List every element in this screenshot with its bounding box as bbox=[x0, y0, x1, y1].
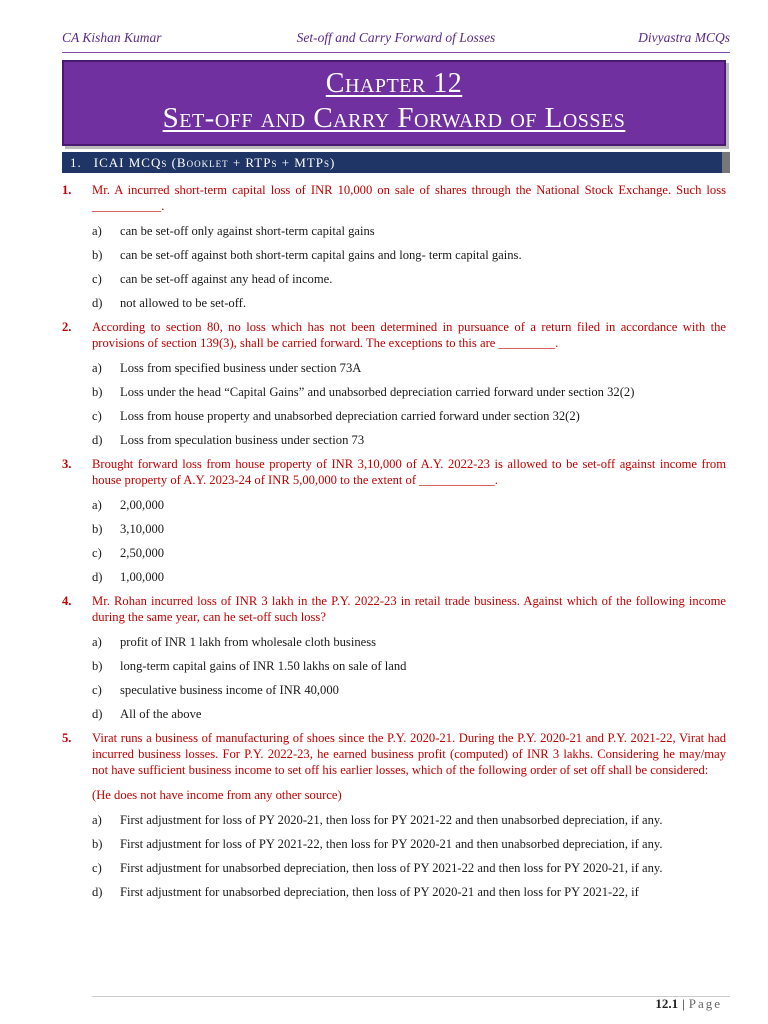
question-body: Mr. Rohan incurred loss of INR 3 lakh in the P.Y. 2022-23 in retail trade business. Against which of the following income during the same year, can he set-off such loss? bbox=[92, 594, 726, 624]
chapter-number: Chapter 12 bbox=[325, 68, 463, 99]
option-text: can be set-off only against short-term capital gains bbox=[120, 224, 375, 238]
option-text: can be set-off against both short-term capital gains and long- term capital gains. bbox=[120, 248, 522, 262]
answer-option bbox=[62, 295, 726, 311]
footer-divider bbox=[92, 996, 730, 997]
option-text: long-term capital gains of INR 1.50 lakhs on sale of land bbox=[120, 659, 407, 673]
option-text: 2,00,000 bbox=[120, 498, 165, 512]
option-text: All of the above bbox=[120, 707, 202, 721]
answer-option bbox=[62, 860, 726, 876]
option-label: a) bbox=[92, 813, 102, 827]
answer-option bbox=[62, 884, 726, 900]
option-text: Loss from specified business under section 73A bbox=[120, 361, 362, 375]
option-text: speculative business income of INR 40,000 bbox=[120, 683, 339, 697]
option-text: First adjustment for unabsorbed depreciation, then loss of PY 2021-22 and then loss for PY 2020-21, if any. bbox=[120, 861, 663, 875]
header-author: CA Kishan Kumar bbox=[62, 30, 162, 45]
option-label: b) bbox=[92, 522, 103, 536]
option-text: 3,10,000 bbox=[120, 522, 165, 536]
option-label: c) bbox=[92, 409, 102, 423]
answer-option bbox=[62, 432, 726, 448]
option-label: b) bbox=[92, 837, 103, 851]
question-number: 1. bbox=[62, 183, 72, 197]
option-text: Loss from speculation business under section 73 bbox=[120, 433, 365, 447]
answer-option bbox=[62, 706, 726, 722]
option-text: Loss under the head “Capital Gains” and unabsorbed depreciation carried forward under section 32(2) bbox=[120, 385, 635, 399]
option-label: d) bbox=[92, 433, 103, 447]
question-body: According to section 80, no loss which has not been determined in pursuance of a return filed in accordance with the provisions of section 139(3), shall be carried forward. The exceptions to this are _________. bbox=[92, 320, 726, 350]
option-text: profit of INR 1 lakh from wholesale cloth business bbox=[120, 635, 377, 649]
option-text: not allowed to be set-off. bbox=[120, 296, 247, 310]
answer-option bbox=[62, 682, 726, 698]
question-body: Brought forward loss from house property of INR 3,10,000 of A.Y. 2022-23 is allowed to be set-off against income from house property of A.Y. 2023-24 of INR 5,00,000 to the extent of ____________. bbox=[92, 457, 726, 487]
option-label: c) bbox=[92, 272, 102, 286]
answer-option bbox=[62, 658, 726, 674]
option-text: First adjustment for unabsorbed depreciation, then loss of PY 2020-21 and then loss for PY 2021-22, if bbox=[120, 885, 639, 899]
question-body: Mr. A incurred short-term capital loss of INR 10,000 on sale of shares through the National Stock Exchange. Such loss ___________. bbox=[92, 183, 726, 213]
option-label: d) bbox=[92, 296, 103, 310]
question-number: 3. bbox=[62, 457, 72, 471]
header-divider bbox=[62, 52, 730, 53]
option-text: 1,00,000 bbox=[120, 570, 165, 584]
answer-option bbox=[62, 545, 726, 561]
option-label: c) bbox=[92, 546, 102, 560]
header-book-title: Divyastra MCQs bbox=[638, 30, 730, 45]
question-list bbox=[62, 182, 726, 908]
page-number: 12.1 bbox=[655, 996, 679, 1011]
section-title: ICAI MCQs (Booklet + RTPs + MTPs) bbox=[93, 155, 336, 170]
chapter-title: Set-off and Carry Forward of Losses bbox=[162, 102, 626, 134]
answer-option bbox=[62, 812, 726, 828]
option-label: a) bbox=[92, 498, 102, 512]
option-text: First adjustment for loss of PY 2021-22, then loss for PY 2020-21 and then unabsorbed depreciation, if any. bbox=[120, 837, 663, 851]
chapter-banner bbox=[62, 60, 726, 146]
option-label: a) bbox=[92, 224, 102, 238]
option-label: d) bbox=[92, 570, 103, 584]
question-text bbox=[62, 456, 726, 488]
option-label: d) bbox=[92, 885, 103, 899]
answer-option bbox=[62, 360, 726, 376]
option-label: c) bbox=[92, 683, 102, 697]
question-number: 2. bbox=[62, 320, 72, 334]
page-footer bbox=[655, 996, 722, 1012]
question-text bbox=[62, 730, 726, 778]
question-number: 4. bbox=[62, 594, 72, 608]
option-label: a) bbox=[92, 361, 102, 375]
answer-option bbox=[62, 271, 726, 287]
answer-option bbox=[62, 521, 726, 537]
question-body: Virat runs a business of manufacturing of shoes since the P.Y. 2020-21. During the P.Y. 2020-21 and P.Y. 2021-22, Virat had incurred business losses. For P.Y. 2022-23, he earned business profit (computed) of INR 3 lakhs. Considering he may/may not have sufficient business income to set off his earlier losses, which of the following order of set off shall be considered: bbox=[92, 731, 726, 777]
answer-option bbox=[62, 497, 726, 513]
answer-option bbox=[62, 836, 726, 852]
answer-option bbox=[62, 223, 726, 239]
answer-option bbox=[62, 408, 726, 424]
answer-option bbox=[62, 634, 726, 650]
answer-option bbox=[62, 569, 726, 585]
answer-option bbox=[62, 247, 726, 263]
question-number: 5. bbox=[62, 731, 72, 745]
question-note: (He does not have income from any other source) bbox=[92, 788, 342, 802]
question-text bbox=[62, 593, 726, 625]
option-label: a) bbox=[92, 635, 102, 649]
running-header bbox=[62, 30, 730, 50]
footer-separator: | bbox=[682, 996, 685, 1011]
option-text: First adjustment for loss of PY 2020-21, then loss for PY 2021-22 and then unabsorbed depreciation, if any. bbox=[120, 813, 663, 827]
section-heading bbox=[62, 152, 730, 173]
option-text: 2,50,000 bbox=[120, 546, 165, 560]
option-text: can be set-off against any head of income. bbox=[120, 272, 333, 286]
option-label: b) bbox=[92, 248, 103, 262]
question-text bbox=[62, 319, 726, 351]
option-label: d) bbox=[92, 707, 103, 721]
header-chapter-title: Set-off and Carry Forward of Losses bbox=[296, 30, 496, 45]
option-text: Loss from house property and unabsorbed depreciation carried forward under section 32(2) bbox=[120, 409, 580, 423]
answer-option bbox=[62, 384, 726, 400]
option-label: b) bbox=[92, 659, 103, 673]
section-number: 1. bbox=[70, 155, 82, 170]
option-label: b) bbox=[92, 385, 103, 399]
page-label: Page bbox=[688, 996, 722, 1011]
option-label: c) bbox=[92, 861, 102, 875]
question-text bbox=[62, 182, 726, 214]
